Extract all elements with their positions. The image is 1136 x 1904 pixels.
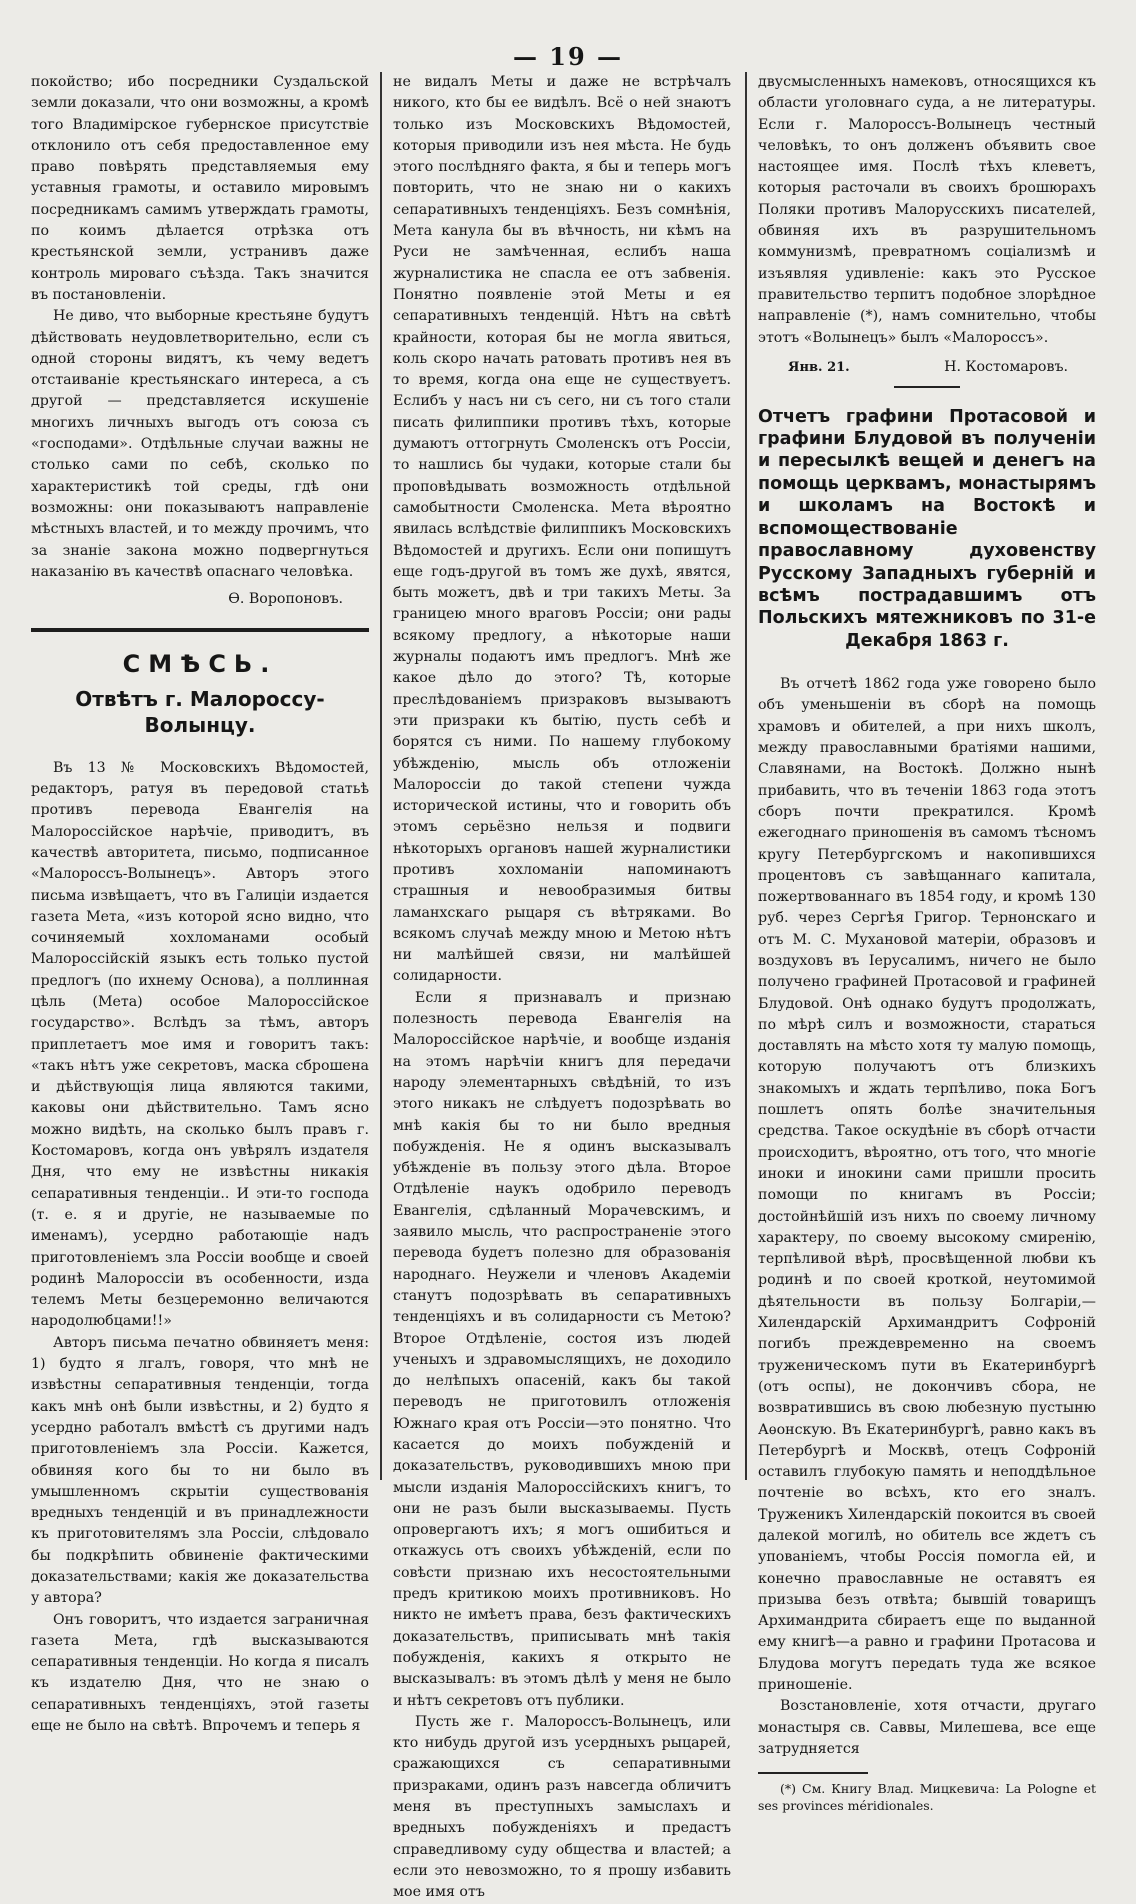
paragraph: не видалъ Меты и даже не встрѣчалъ никого, кто бы ее видѣлъ. Всё о ней знаютъ только изъ Московскихъ Вѣдомостей, которыя приводили изъ нея мѣста. Не будь этого послѣдняго факта, я бы и теперь могъ повторить, что не знаю ни о какихъ сепаративныхъ тенденціяхъ. Безъ сомнѣнія, Мета канула бы въ вѣчность, ни кѣмъ на Руси не замѣченная, еслибъ наша журналистика не спасла ее отъ забвенія. Понятно появленіе этой Меты и ея сепаративныхъ тенденцій. Нѣтъ на свѣтѣ крайности, которая бы не могла явиться, коль скоро начать ратовать противъ нея въ то время, когда она еще не существуетъ. Еслибъ у насъ ни съ сего, ни съ того стали писать филиппики противъ тѣхъ, которые думаютъ оттогрнуть Смоленскъ отъ Россіи, то нашлись бы чудаки, которые стали бы проповѣдывать возможность отдѣльной самобытности Смоленска. Мета вѣроятно явилась вслѣдствіе филиппикъ Московскихъ Вѣдомостей и другихъ. Если они попишутъ еще годъ-другой въ томъ же духѣ, явятся, быть можетъ, двѣ и три такихъ Меты. За границею много враговъ Россіи; они рады всякому предлогу, а нѣкоторые наши журналы подаютъ имъ предлогъ. Мнѣ же какое дѣло до этого? Тѣ, которые преслѣдованіемъ призраковъ вызываютъ эти призраки къ бытію, пусть себѣ и борятся съ ними. По нашему глубокому убѣжденію, мысль объ отложеніи Малороссіи до такой степени чужда исторической истины, что и говорить объ этомъ серьёзно нельзя и подвиги нѣкоторыхъ органовъ нашей журналистики противъ хохломаніи напоминаютъ страшныя и невообразимыя битвы ламанхскаго рыцаря съ вѣтряками. Во всякомъ случаѣ между мною и Метою нѣтъ ни малѣйшей связи, ни малѣйшей солидарности. [393,74,731,985]
column-2 [393,72,731,1901]
report-title: Отчетъ графини Протасовой и графини Блудовой въ полученіи и пересылкѣ вещей и денегъ на помощь церквамъ, монастырямъ и школамъ на Востокѣ и вспомоществованіе православному духовенству Русскому Западныхъ губерній и всѣмъ пострадавшимъ отъ Польскихъ мятежниковъ по 31-е Декабря 1863 г. [758,406,1096,651]
paragraph: двусмысленныхъ намековъ, относящихся къ области уголовнаго суда, а не литературы. Если г. Малороссъ-Волынецъ честный человѣкъ, то онъ долженъ объявить свое настоящее имя. Послѣ тѣхъ клеветъ, которыя расточали въ своихъ брошюрахъ Поляки противъ Малорусскихъ писателей, обвиняя ихъ въ разрушительномъ коммунизмѣ, превратномъ соціализмѣ и изъявляя удивленіе: какъ это Русское правительство терпитъ подобное злорѣдное направленіе (*), намъ сомнительно, чтобы этотъ «Волынецъ» былъ «Малороссъ». [758,74,1096,346]
footnote-rule [758,1772,868,1774]
signature-row [758,357,1096,378]
column-divider [380,72,382,1480]
footnote: (*) См. Книгу Влад. Мицкевича: La Pologne et ses provinces méridionales. [758,1780,1096,1813]
paragraph: Онъ говоритъ, что издается заграничная газета Мета, гдѣ высказываются сепаративныя тенденціи. Но когда я писалъ къ издателю Дня, что не знаю о сепаративныхъ тенденціяхъ, этой газеты еще не было на свѣтѣ. Впрочемъ и теперь я [31,1611,369,1735]
column-1 [31,72,369,1735]
author-signature: Н. Костомаровъ. [944,358,1068,375]
signature-date: Янв. 21. [788,359,850,375]
page-number: — 19 — [512,42,624,71]
column-divider [745,72,747,1480]
paragraph: Если я признавалъ и признаю полезность перевода Евангелія на Малороссійское нарѣчіе, и вообще изданія на этомъ нарѣчіи книгъ для передачи народу элементарныхъ свѣдѣній, то изъ этого никакъ не слѣдуетъ подозрѣвать во мнѣ какія бы то ни было вредныя побужденія. Не я одинъ высказывалъ убѣжденіе въ пользу этого дѣла. Второе Отдѣленіе наукъ одобрило переводъ Евангелія, сдѣланный Морачевскимъ, и заявило мысль, что распространеніе этого перевода будетъ полезно для образованія народнаго. Неужели и членовъ Академіи станутъ подозрѣвать въ сепаративныхъ тенденціяхъ и въ солидарности съ Метою? Второе Отдѣленіе, состоя изъ людей ученыхъ и здравомыслящихъ, не доходило до нелѣпыхъ опасеній, какъ бы такой переводъ не приготовилъ отложенія Южнаго края отъ Россіи—это понятно. Что касается до моихъ побужденій и доказательствъ, руководившихъ мною при мысли изданія Малороссійскихъ книгъ, то они не разъ были высказываемы. Пусть опровергаютъ ихъ; я могъ ошибиться и откажусь отъ своихъ убѣжденій, если по совѣсти признаю ихъ несостоятельными предъ критикою моихъ противниковъ. Но никто не имѣетъ права, безъ фактическихъ доказательствъ, приписывать мнѣ такія побужденія, какихъ я открыто не высказывалъ: въ этомъ дѣлѣ у меня не было и нѣтъ секретовъ отъ публики. [393,989,731,1709]
paragraph: покойство; ибо посредники Суздальской земли доказали, что они возможны, а кромѣ того Владимірское губернское присутствіе отклонило отъ себя предоставленное ему право повѣрять представляемыя ему уставныя грамоты, и оставило мировымъ посредникамъ самимъ утверждать грамоты, по коимъ дѣлается отрѣзка отъ крестьянской земли, устранивъ даже контроль мироваго съѣзда. Такъ значится въ постановленіи. [31,74,369,303]
section-divider [31,628,369,632]
paragraph: Въ отчетѣ 1862 года уже говорено было объ уменьшеніи въ сборѣ на помощь храмовъ и обителей, а при нихъ школъ, между православными братіями нашими, Славянами, на Востокѣ. Должно нынѣ прибавить, что въ теченіи 1863 года этотъ сборъ почти прекратился. Кромѣ ежегоднаго приношенія въ самомъ тѣсномъ кругу Петербургскомъ и накопившихся процентовъ съ завѣщаннаго капитала, пожертвованнаго въ 1854 году, и кромѣ 130 руб. через Сергѣя Григор. Тернонскаго и отъ М. С. Мухановой матеріи, образовъ и воздуховъ въ Іерусалимъ, ничего не было получено графиней Протасовой и графиней Блудовой. Онѣ однако будутъ продолжать, по мѣрѣ силъ и возможности, стараться доставлять на мѣсто хотя ту малую помощь, которую получаютъ отъ близкихъ знакомыхъ и ждать терпѣливо, пока Богъ пошлетъ опять болѣе значительныя средства. Такое оскудѣніе въ сборѣ отчасти происходитъ, вѣроятно, отъ того, что многіе иноки и инокини сами пришли просить помощи по книгамъ въ Россіи; достойнѣйшій изъ нихъ по своему личному характеру, по своему высокому смиренію, терпѣливой вѣрѣ, просвѣщенной любви къ родинѣ и по своей кроткой, неутомимой дѣятельности въ пользу Болгаріи,—Хилендарскій Архимандритъ Софроній погибъ преждевременно на своемъ труженическомъ пути въ Екатеринбургѣ (отъ оспы), не докончивъ сбора, не возвратившись въ свою любезную пустыню Аѳонскую. Въ Екатеринбургѣ, равно какъ въ Петербургѣ и Москвѣ, отецъ Софроній оставилъ глубокую память и неподдѣльное почтеніе во всѣхъ, кто его зналъ. Труженикъ Хилендарскій покоится въ своей далекой могилѣ, но обитель все ждетъ съ упованіемъ, чтобы Россія помогла ей, и конечно православные не оставятъ ея призыва безъ отвѣта; бывшій товарищъ Архимандрита сбираетъ еще по выданной ему книгѣ—а равно и графини Протасова и Блудова могутъ передать туда же всякое приношеніе. [758,676,1096,1694]
paragraph: Не диво, что выборные крестьяне будутъ дѣйствовать неудовлетворительно, если съ одной стороны видятъ, къ чему ведетъ отстаиваніе крестьянскаго интереса, а съ другой — представляется искушеніе многихъ личныхъ выгодъ отъ союза съ «господами». Отдѣльные случаи важны не столько сами по себѣ, сколько по характеристикѣ той среды, гдѣ они возможны: они показываютъ направленіе мѣстныхъ властей, и то между прочимъ, что за знаніе закона можно подвергнуться наказанію въ качествѣ опаснаго человѣка. [31,308,369,580]
section-heading: СМѢСЬ. [122,650,278,679]
paragraph: Пусть же г. Малороссъ-Волынецъ, или кто нибудь другой изъ усердныхъ рыцарей, сражающихся съ сепаративными призраками, одинъ разъ навсегда обличитъ меня въ преступныхъ замыслахъ и вредныхъ побужденіяхъ и предастъ справедливому суду общества и властей; а если это невозможно, то я прошу избавить мое имя отъ [393,1713,731,1901]
column-3 [758,72,1096,1813]
paragraph: Возстановленіе, хотя отчасти, другаго монастыря св. Саввы, Милешева, все еще затрудняется [758,1698,1096,1757]
paragraph: Въ 13 № Московскихъ Вѣдомостей, редакторъ, ратуя въ передовой статьѣ противъ перевода Евангелія на Малороссійское нарѣчіе, приводитъ, въ качествѣ авторитета, письмо, подписанное «Малороссъ-Волынецъ». Авторъ этого письма извѣщаетъ, что въ Галиціи издается газета Мета, «изъ которой ясно видно, что сочиняемый хохломанами особый Малороссійскій языкъ есть только пустой предлогъ (по ихнему Основа), а поллинная цѣль (Мета) особое Малороссійское государство». Вслѣдъ за тѣмъ, авторъ приплетаетъ мое имя и говоритъ такъ: «такъ нѣтъ уже секретовъ, маска сброшена и дѣйствующія лица являются такими, каковы они дѣйствительно. Тамъ ясно можно видѣть, на сколько былъ правъ г. Костомаровъ, когда онъ увѣрялъ издателя Дня, что ему не извѣстны никакія сепаративныя тенденціи.. И эти-то господа (т. е. я и другіе, не называемые по именамъ), усердно работающіе надъ приготовленіемъ зла Россіи вообще и своей родинѣ Малороссіи въ особенности, изда телемъ Меты безцеремонно величаются народолюбцами!!» [31,759,369,1330]
author-signature: Ѳ. Воропоновъ. [228,591,343,608]
short-divider [894,386,960,388]
article-title: Отвѣтъ г. Малороссу-Волынцу. [75,686,325,737]
paragraph: Авторъ письма печатно обвиняетъ меня: 1) будто я лгалъ, говоря, что мнѣ не извѣстны сепаративныя тенденціи, тогда какъ мнѣ онѣ были извѣстны, и 2) будто я усердно работалъ вмѣстѣ съ другими надъ приготовленіемъ зла Россіи. Кажется, обвиняя кого бы то ни было въ умышленномъ скрытіи существованія вредныхъ тенденцій и въ принадлежности къ приготовителямъ зла Россіи, слѣдовало бы подкрѣпить обвиненіе фактическими доказательствами; какія же доказательства у автора? [31,1334,369,1607]
